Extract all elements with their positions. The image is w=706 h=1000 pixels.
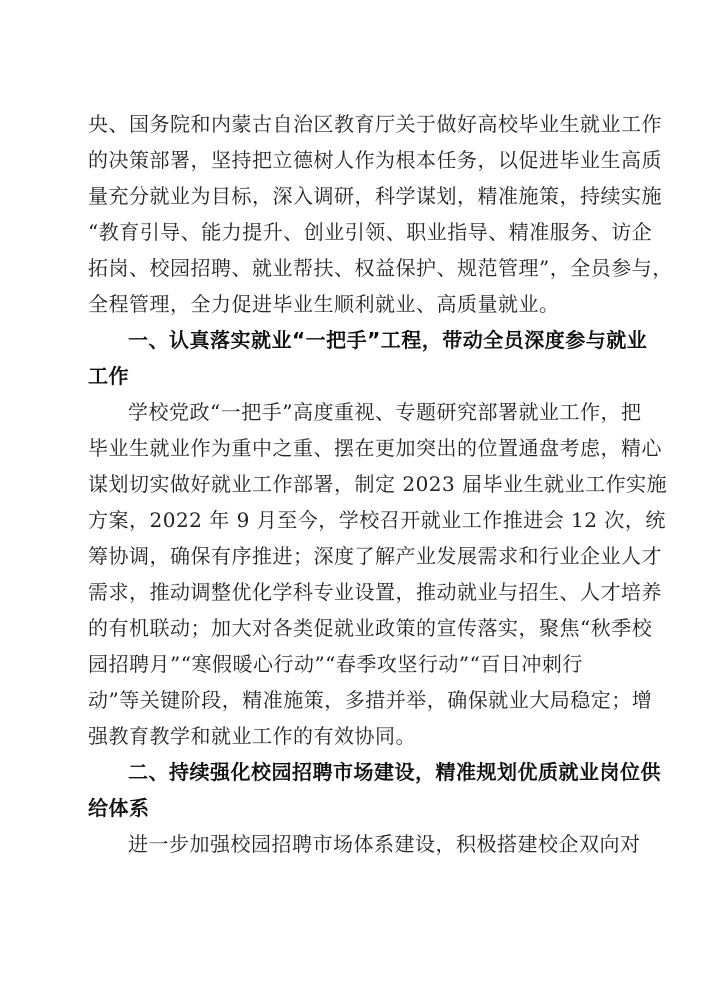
paragraph-line: 拓岗、校园招聘、就业帮扶、权益保护、规范管理”，全员参与， — [88, 256, 673, 280]
paragraph-line: 需求，推动调整优化学科专业设置，推动就业与招生、人才培养 — [88, 580, 662, 604]
paragraph-line: 的决策部署，坚持把立德树人作为根本任务，以促进毕业生高质 — [88, 148, 662, 172]
section-heading-2: 二、持续强化校园招聘市场建设，精准规划优质就业岗位供 — [128, 760, 661, 784]
paragraph-line: 毕业生就业作为重中之重、摆在更加突出的位置通盘考虑，精心 — [88, 436, 662, 460]
section-heading-1: 一、认真落实就业“一把手”工程，带动全员深度参与就业 — [128, 328, 648, 352]
paragraph-line: 方案，2022 年 9 月至今，学校召开就业工作推进会 12 次，统 — [88, 508, 666, 532]
paragraph-line: 动”等关键阶段，精准施策，多措并举，确保就业大局稳定；增 — [88, 688, 653, 712]
section-heading-2-cont: 给体系 — [88, 796, 150, 820]
paragraph-line: “教育引导、能力提升、创业引领、职业指导、精准服务、访企 — [88, 220, 653, 244]
paragraph-line: 强教育教学和就业工作的有效协同。 — [88, 724, 416, 748]
paragraph-line: 全程管理，全力促进毕业生顺利就业、高质量就业。 — [88, 292, 560, 316]
paragraph-line: 筹协调，确保有序推进；深度了解产业发展需求和行业企业人才 — [88, 544, 662, 568]
paragraph-line: 学校党政“一把手”高度重视、专题研究部署就业工作，把 — [128, 400, 642, 424]
section-heading-1-cont: 工作 — [88, 364, 129, 388]
paragraph-line: 谋划切实做好就业工作部署，制定 2023 届毕业生就业工作实施 — [88, 472, 668, 496]
paragraph-line: 央、国务院和内蒙古自治区教育厅关于做好高校毕业生就业工作 — [88, 112, 662, 136]
paragraph-line: 园招聘月”“寒假暖心行动”“春季攻坚行动”“百日冲刺行 — [88, 652, 583, 676]
paragraph-line: 进一步加强校园招聘市场体系建设，积极搭建校企双向对 — [128, 832, 641, 856]
paragraph-line: 的有机联动；加大对各类促就业政策的宣传落实，聚焦“秋季校 — [88, 616, 653, 640]
paragraph-line: 量充分就业为目标，深入调研，科学谋划，精准施策，持续实施 — [88, 184, 662, 208]
